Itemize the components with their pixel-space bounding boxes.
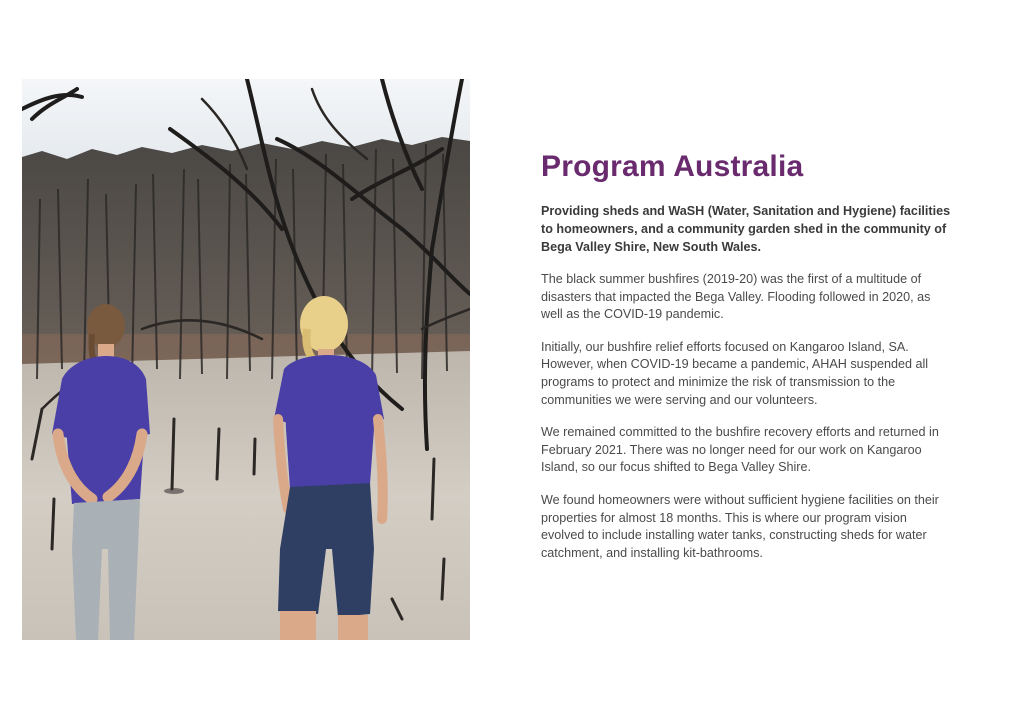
body-paragraph: The black summer bushfires (2019-20) was the first of a multitude of disasters that impacted the Bega Valley. Flooding followed in 2020, as well as the COVID-19 pandemic.: [541, 272, 931, 322]
text-column: [541, 148, 953, 577]
lead-paragraph: Providing sheds and WaSH (Water, Sanitation and Hygiene) facilities to homeowners, and a community garden shed in the community of Bega Valley Shire, New South Wales.: [541, 204, 951, 254]
bushfire-photo: [22, 79, 470, 640]
body-paragraph: We found homeowners were without sufficient hygiene facilities on their properties for almost 18 months. This is where our program vision evolved to include installing water tanks, constructing sheds for water catchment, and installing kit-bathrooms.: [541, 492, 939, 560]
body-paragraph: Initially, our bushfire relief efforts focused on Kangaroo Island, SA. However, when COVID-19 became a pandemic, AHAH suspended all programs to protect and minimize the risk of transmission to the communities we were serving and our volunteers.: [541, 339, 929, 407]
page-title: Program Australia: [541, 150, 804, 183]
body-paragraph: We remained committed to the bushfire recovery efforts and returned in February 2021. There was no longer need for our work on Kangaroo Island, so our focus shifted to Bega Valley Shire.: [541, 425, 939, 475]
